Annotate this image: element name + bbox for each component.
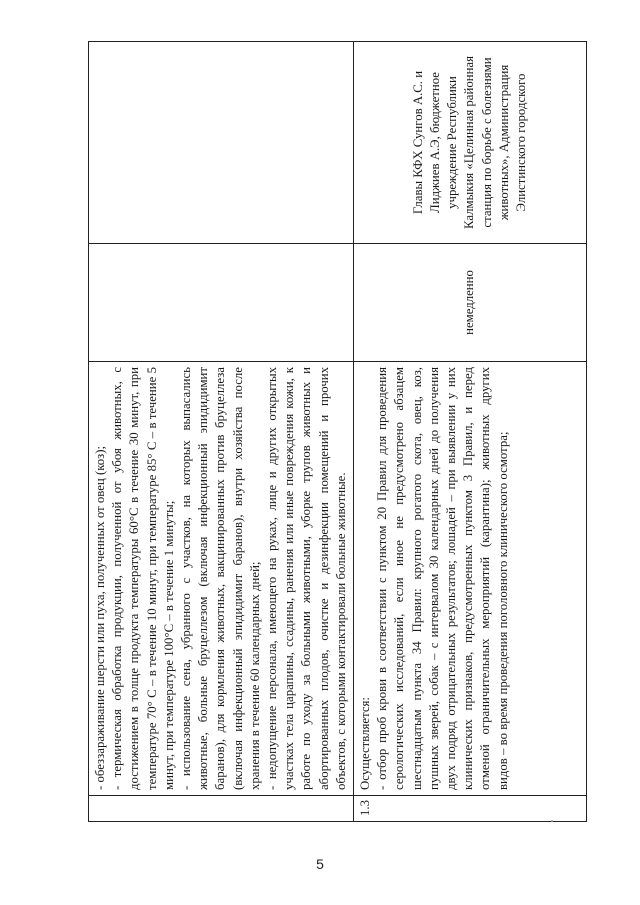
measures-text-cell bbox=[89, 362, 354, 796]
row-number-cell: 1.3 bbox=[354, 796, 587, 822]
rotated-table-wrapper bbox=[88, 42, 566, 822]
measures-text-cell bbox=[354, 362, 587, 796]
row-number-cell bbox=[89, 796, 354, 822]
measure-line: - отбор проб крови в соответствии с пунктом 20 Правил для проведения серологических исследований, если иное не предусмотрено абзацем шестнадцатым пункта 34 Правил: крупного рогатого скота, овец, коз, пушных зверей, собак – с интервалом 30 календарных дней до получения двух подряд отрицательных результатов; лошадей – при выявлении у них клинических признаков, предусмотренных пунктом 3 Правил, и перед отменой ограничительных мероприятий (карантина); животных других видов – во время проведения поголовного клинического осмотра; bbox=[375, 367, 510, 790]
measure-line: - недопущение персонала, имеющего на руках, лице и других открытых участках тела царапины, ссадины, ранения или иные повреждения кожи, к работе по уходу за больными животными, уборке трупов животных и абортированных плодов, очистке и дезинфекции помещений и прочих объектов, с которыми контактировали больные животные. bbox=[265, 367, 348, 790]
table-row bbox=[89, 42, 354, 822]
scan-speck bbox=[551, 820, 553, 822]
measure-line: - обеззараживание шерсти или пуха, полученных от овец (коз); bbox=[93, 445, 107, 790]
deadline-cell: немедленно bbox=[354, 244, 587, 362]
measure-heading: Осуществляется: bbox=[358, 697, 373, 790]
measures-table bbox=[88, 41, 587, 822]
page-number: 5 bbox=[316, 856, 324, 872]
measure-line: - использование сена, убранного с участков, на которых выпасались животные, больные бруцеллезом (включая инфекционный эпидидимит баранов), для кормления животных, вакцинированных против бруцеллеза (включая инфекционный эпидидимит баранов), внутри хозяйства после хранения в течение 60 календарных дней; bbox=[179, 367, 262, 790]
table-row bbox=[354, 42, 587, 822]
responsible-cell: Главы КФХ Сунгов А.С. и Лиджиев А.Э, бюджетное учреждение Республики Калмыкия «Целинная районная станция по борьбе с болезнями животных», Администрация Элистинского городского bbox=[354, 42, 587, 244]
measure-line: - термическая обработка продукции, полученной от убоя животных, с достижением в толще продукта температуры 60°С в течение 30 минут, при температуре 70° С – в течение 10 минут, при температуре 85° С – в течение 5 минут, при температуре 100°С – в течение 1 минуты; bbox=[110, 367, 176, 790]
deadline-cell bbox=[89, 244, 354, 362]
responsible-cell bbox=[89, 42, 354, 244]
